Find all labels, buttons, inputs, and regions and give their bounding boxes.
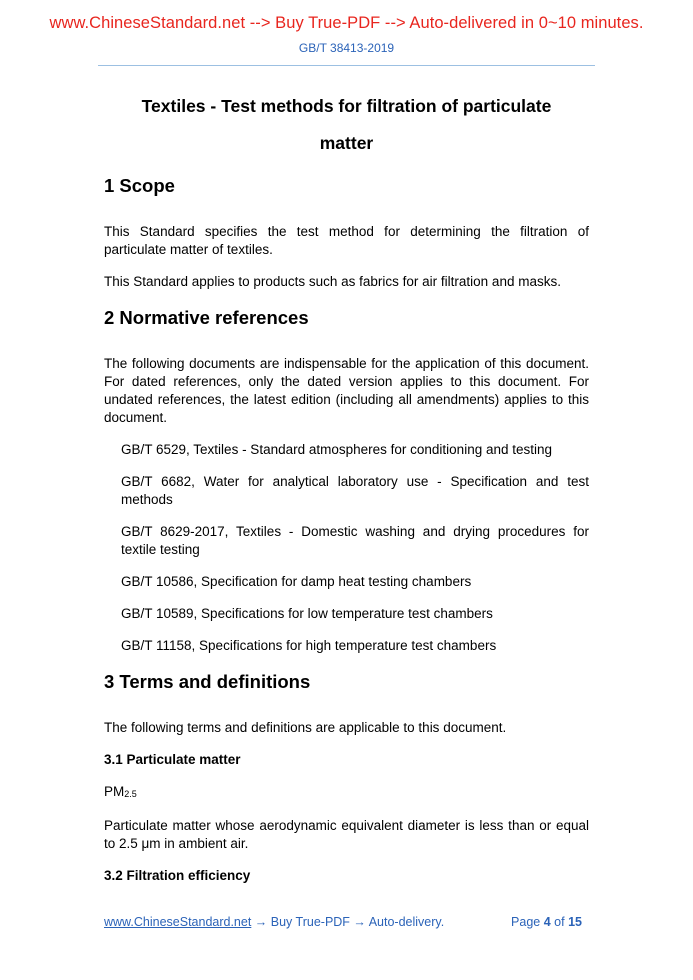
section-1-heading: 1 Scope — [104, 175, 175, 196]
term-2-heading: 3.2 Filtration efficiency — [104, 868, 251, 883]
term-1-symbol-subscript: 2.5 — [124, 789, 137, 799]
reference-item: GB/T 11158, Specifications for high temperature test chambers — [121, 638, 497, 653]
section-3-intro: The following terms and definitions are applicable to this document. — [104, 720, 507, 735]
page-label: Page — [511, 915, 541, 929]
footer-link[interactable]: www.ChineseStandard.net — [104, 915, 252, 929]
page-footer — [104, 915, 589, 929]
section-2-heading: 2 Normative references — [104, 307, 309, 328]
reference-item: GB/T 6682, Water for analytical laboratory use - Specification and test methods — [121, 474, 589, 507]
document-title — [104, 88, 589, 162]
standard-code: GB/T 38413-2019 — [298, 41, 395, 55]
term-1-definition: Particulate matter whose aerodynamic equivalent diameter is less than or equal to 2.5 μm in ambient air. — [104, 818, 589, 851]
term-1-heading: 3.1 Particulate matter — [104, 752, 241, 767]
document-body — [104, 173, 589, 899]
header-divider — [98, 65, 595, 66]
of-label: of — [554, 915, 565, 929]
page-indicator — [511, 915, 582, 929]
reference-item: GB/T 10586, Specification for damp heat testing chambers — [121, 574, 472, 589]
section-2-intro: The following documents are indispensable for the application of this document. For dated references, only the dated version applies to this document. For undated references, the latest edition (including all amendments) applies to this document. — [104, 356, 589, 425]
term-1-symbol — [104, 783, 589, 803]
title-line-1: Textiles - Test methods for filtration of particulate — [141, 96, 552, 116]
page-total: 15 — [568, 915, 582, 929]
section-1-paragraph-2: This Standard applies to products such as fabrics for air filtration and masks. — [104, 274, 561, 289]
reference-item: GB/T 8629-2017, Textiles - Domestic washing and drying procedures for textile testing — [121, 524, 589, 557]
reference-item: GB/T 10589, Specifications for low temperature test chambers — [121, 606, 493, 621]
section-1-paragraph-1: This Standard specifies the test method for determining the filtration of particulate matter of textiles. — [104, 224, 589, 257]
page-number: 4 — [543, 915, 551, 929]
section-3-heading: 3 Terms and definitions — [104, 671, 311, 692]
title-line-2: matter — [319, 133, 374, 153]
header-banner[interactable]: www.ChineseStandard.net --> Buy True-PDF --> Auto-delivered in 0~10 minutes. — [49, 14, 644, 32]
reference-item: GB/T 6529, Textiles - Standard atmospheres for conditioning and testing — [121, 442, 553, 457]
footer-text: → Buy True-PDF → Auto-delivery. — [251, 915, 445, 929]
term-1-symbol-main: PM — [104, 784, 125, 799]
